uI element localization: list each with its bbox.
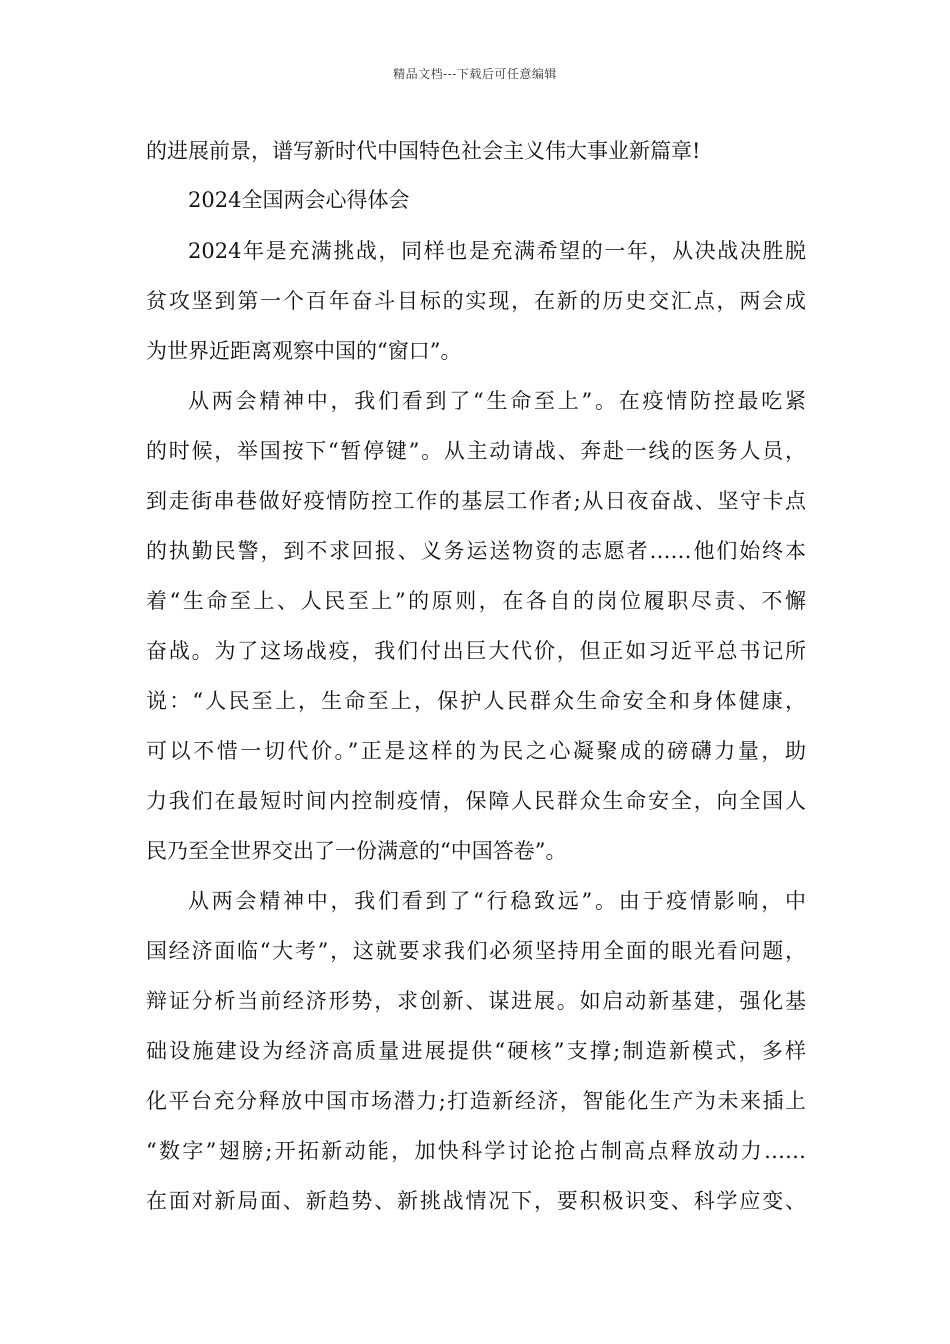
- text-line-19: 础设施建设为经济高质量进展提供“硬核”支撑;制造新模式，多样: [146, 1039, 806, 1063]
- text-line-15: 民乃至全世界交出了一份满意的“中国答卷”。: [146, 839, 567, 863]
- page-header: 精品文档---下载后可任意编辑: [393, 67, 557, 81]
- text-line-5: 为世界近距离观察中国的“窗口”。: [146, 339, 462, 363]
- text-line-13: 可以不惜一切代价。”正是这样的为民之心凝聚成的磅礴力量，助: [146, 739, 806, 763]
- text-line-10: 着“生命至上、人民至上”的原则，在各自的岗位履职尽责、不懈: [146, 589, 806, 613]
- text-line-21: “数字”翅膀;开拓新动能，加快科学讨论抢占制高点释放动力……: [146, 1139, 806, 1163]
- text-line-2: 2024全国两会心得体会: [188, 188, 410, 212]
- text-line-14: 力我们在最短时间内控制疫情，保障人民群众生命安全，向全国人: [146, 789, 806, 813]
- text-line-7: 的时候，举国按下“暂停键”。从主动请战、奔赴一线的医务人员，: [146, 439, 806, 463]
- text-line-11: 奋战。为了这场战疫，我们付出巨大代价，但正如习近平总书记所: [146, 639, 806, 663]
- text-line-9: 的执勤民警，到不求回报、义务运送物资的志愿者……他们始终本: [146, 539, 806, 563]
- text-line-12: 说：“人民至上，生命至上，保护人民群众生命安全和身体健康，: [146, 689, 806, 713]
- text-line-1: 的进展前景，谱写新时代中国特色社会主义伟大事业新篇章!: [146, 139, 701, 163]
- text-line-16: 从两会精神中，我们看到了“行稳致远”。由于疫情影响，中: [188, 889, 806, 913]
- text-line-3: 2024年是充满挑战，同样也是充满希望的一年，从决战决胜脱: [188, 239, 806, 263]
- text-line-20: 化平台充分释放中国市场潜力;打造新经济，智能化生产为未来插上: [146, 1089, 806, 1113]
- text-line-6: 从两会精神中，我们看到了“生命至上”。在疫情防控最吃紧: [188, 389, 806, 413]
- text-line-18: 辩证分析当前经济形势，求创新、谋进展。如启动新基建，强化基: [146, 989, 806, 1013]
- text-line-17: 国经济面临“大考”，这就要求我们必须坚持用全面的眼光看问题，: [146, 939, 806, 963]
- text-line-4: 贫攻坚到第一个百年奋斗目标的实现，在新的历史交汇点，两会成: [146, 289, 806, 313]
- text-line-8: 到走街串巷做好疫情防控工作的基层工作者;从日夜奋战、坚守卡点: [146, 489, 806, 513]
- text-line-22: 在面对新局面、新趋势、新挑战情况下，要积极识变、科学应变、: [146, 1189, 806, 1213]
